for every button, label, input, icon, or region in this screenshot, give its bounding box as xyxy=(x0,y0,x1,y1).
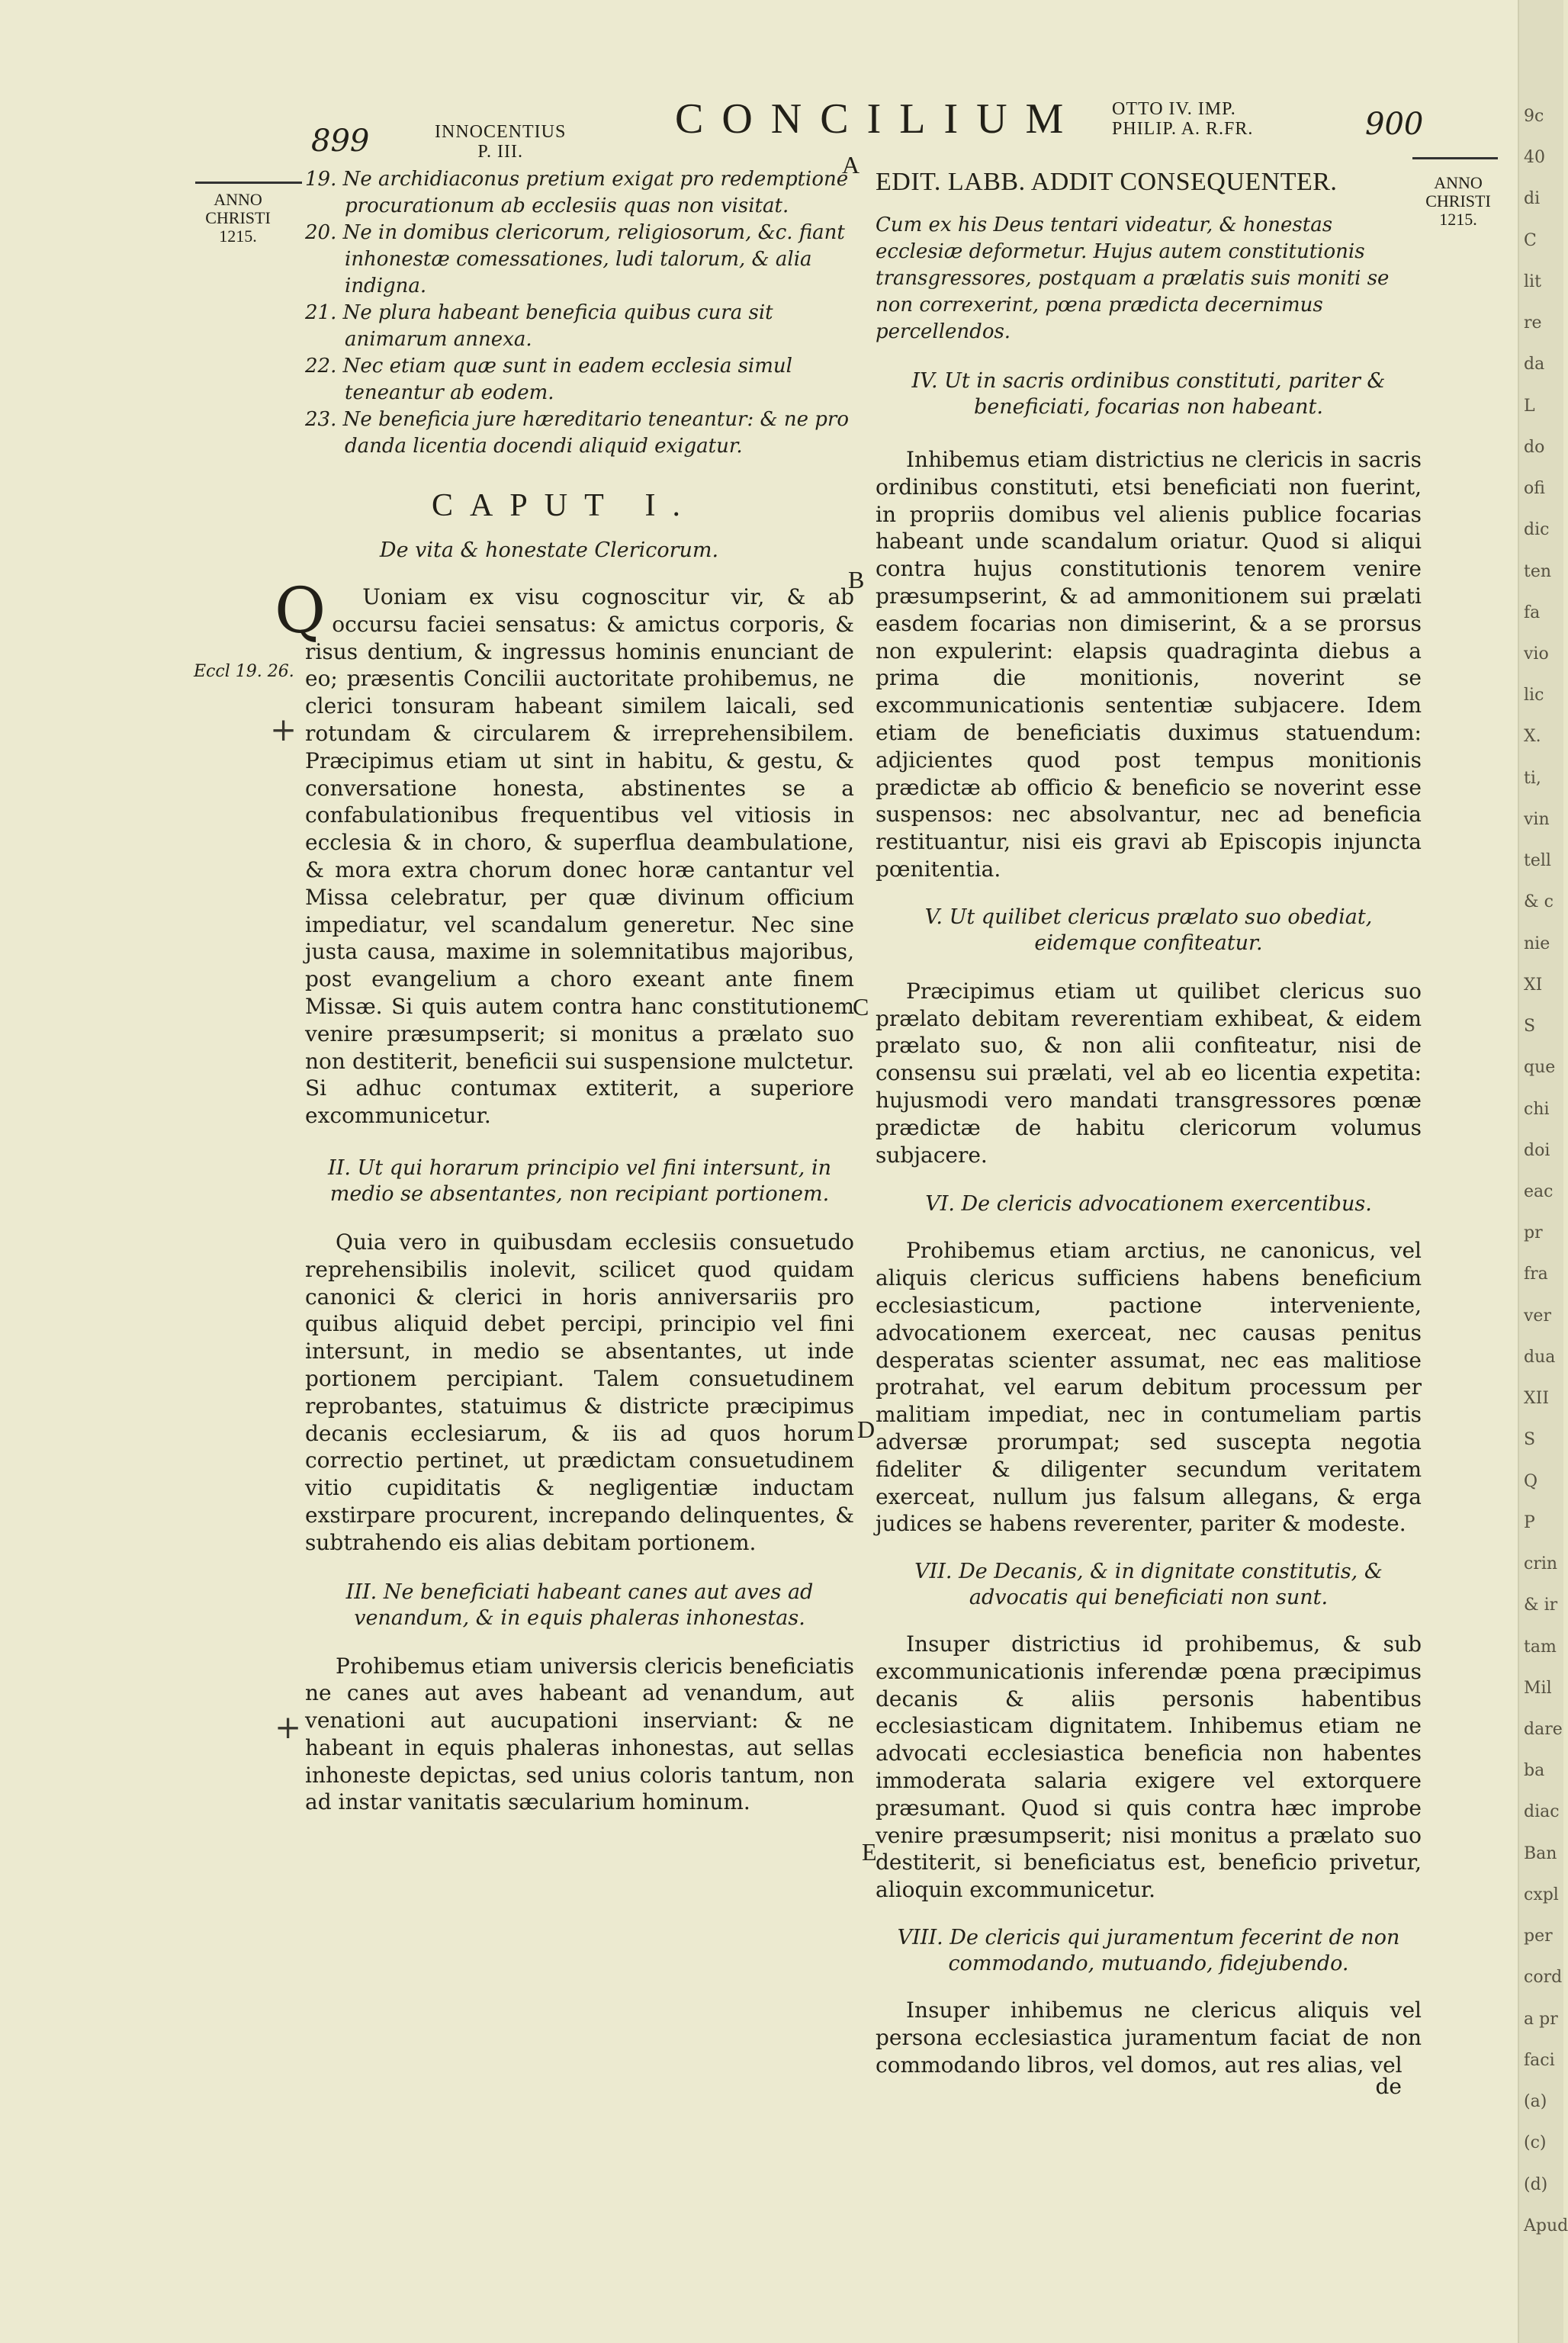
caput-title: CAPUT I. xyxy=(432,488,697,523)
section-6-paragraph: Prohibemus etiam arctius, ne canonicus, vel aliquis clericus sufficiens habens beneficium ecclesiasticum, pactione interveniente, advocationem exerceat, nec causas penitus desperatas scienter assumat, nec eas malitiose protrahat, vel earum debitum processum per malitiam impediat, nec in contumeliam partis adversæ prorumpat; sed suscepta negotia fideliter & diligenter secundum veritatem exerceat, nullum jus falsum allegans, & erga judices se habens reverenter, pariter & modeste. xyxy=(876,1238,1422,1537)
gutter-fragment: 40 xyxy=(1524,148,1545,167)
right-running-title xyxy=(1112,99,1253,139)
hand-mark-2: + xyxy=(275,1708,302,1746)
caput-subtitle: De vita & honestate Clericorum. xyxy=(379,538,719,562)
margin-letter-e: E xyxy=(862,1838,877,1866)
anno-right-rule xyxy=(1412,157,1498,159)
catchword: de xyxy=(1375,2074,1402,2100)
next-page-edge xyxy=(1518,0,1568,2343)
gutter-fragment: Q xyxy=(1524,1472,1538,1491)
gutter-fragment: 9c xyxy=(1524,107,1544,126)
anno-left xyxy=(192,191,284,246)
summary-item-22: 22. Nec etiam quæ sunt in eadem ecclesia simul teneantur ab eodem. xyxy=(305,355,792,404)
gutter-fragment: & ir xyxy=(1524,1596,1558,1615)
gutter-fragment: ba xyxy=(1524,1761,1545,1780)
gutter-fragment: da xyxy=(1524,355,1545,374)
gutter-fragment: chi xyxy=(1524,1100,1550,1119)
left-running-title-line: INNOCENTIUS xyxy=(435,122,567,142)
section-8-paragraph: Insuper inhibemus ne clericus aliquis vel persona ecclesiastica juramentum faciat de non commodando libros, vel domos, aut res alias, vel xyxy=(876,1997,1422,2078)
margin-letter-a: A xyxy=(842,151,860,178)
right-page-number: 900 xyxy=(1365,107,1424,142)
summary-item-19: 19. Ne archidiaconus pretium exigat pro redemptione procurationum ab ecclesiis quas non visitat. xyxy=(305,168,849,217)
section-3-title: III. Ne beneficiati habeant canes aut aves ad venandum, & in equis phaleras inhonestas. xyxy=(345,1580,814,1630)
gutter-fragment: a pr xyxy=(1524,2010,1558,2029)
anno-right xyxy=(1420,174,1496,229)
gutter-fragment: nie xyxy=(1524,934,1550,953)
gutter-fragment: lic xyxy=(1524,686,1544,705)
gutter-fragment: XII xyxy=(1524,1389,1550,1408)
gutter-fragment: pr xyxy=(1524,1223,1543,1242)
gutter-fragment: do xyxy=(1524,438,1545,457)
right-column xyxy=(876,168,1422,2099)
gutter-fragment: Mil xyxy=(1524,1679,1552,1698)
anno-right-line2: CHRISTI xyxy=(1425,191,1491,211)
gutter-fragment: cord xyxy=(1524,1968,1563,1987)
gutter-fragment: tam xyxy=(1524,1638,1557,1657)
gutter-fragment: P xyxy=(1524,1513,1535,1532)
summary-item-23: 23. Ne beneficia jure hæreditario teneantur: & ne pro danda licentia docendi aliquid exigatur. xyxy=(305,408,850,458)
gutter-fragment: per xyxy=(1524,1927,1553,1946)
section-4-title: IV. Ut in sacris ordinibus constituti, pariter & beneficiati, focarias non habeant. xyxy=(911,369,1386,419)
gutter-fragment: L xyxy=(1524,397,1535,416)
gutter-fragment: ofi xyxy=(1524,479,1545,498)
gutter-fragment: tell xyxy=(1524,851,1551,870)
margin-letter-d: D xyxy=(857,1416,876,1443)
margin-letter-b: B xyxy=(848,566,865,593)
gutter-fragment: ver xyxy=(1524,1306,1551,1326)
section-2-paragraph: Quia vero in quibusdam ecclesiis consuetudo reprehensibilis inolevit, scilicet quod quidam canonici & clerici in horis anniversariis pro quibus aliquid debet percipi, principio vel fini intersunt, in medio se absentantes, ut inde portionem percipiant. Talem consuetudinem reprobantes, statuimus & districte præcipimus decanis ecclesiarum, & iis ad quos horum correctio pertinet, ut prædictam consuetudinem vitio cupiditatis & negligentiæ inductam exstirpare procurent, increpando delinquentes, & subtrahendo eis alias debitam portionem. xyxy=(305,1229,854,1555)
gutter-fragment: C xyxy=(1524,231,1537,250)
gutter-fragment: dic xyxy=(1524,520,1550,539)
caput-paragraph xyxy=(275,575,854,1130)
gutter-fragment: (c) xyxy=(1524,2133,1547,2152)
right-running-sub: PHILIP. A. R.FR. xyxy=(1112,119,1254,139)
gutter-fragment: eac xyxy=(1524,1182,1554,1201)
edit-paragraph: Cum ex his Deus tentari videatur, & honestas ecclesiæ deformetur. Hujus autem constitutionis transgressores, postquam a prælatis suis moniti se non correxerint, pœna prædicta decernimus percellendos. xyxy=(876,214,1390,343)
gutter-fragment: re xyxy=(1524,313,1542,333)
gutter-fragment: crin xyxy=(1524,1554,1558,1573)
gutter-fragment: Ban xyxy=(1524,1844,1557,1863)
anno-left-line2: CHRISTI xyxy=(205,208,271,227)
gutter-fragment: doi xyxy=(1524,1141,1550,1160)
anno-left-line1: ANNO xyxy=(214,190,262,209)
anno-right-line3: 1215. xyxy=(1439,210,1477,229)
gutter-fragment: lit xyxy=(1524,272,1541,291)
gutter-fragment: S xyxy=(1524,1017,1536,1036)
margin-letter-c: C xyxy=(853,993,869,1020)
gutter-fragment: fa xyxy=(1524,603,1541,622)
gutter-fragment: S xyxy=(1524,1430,1536,1449)
gutter-fragment: (d) xyxy=(1524,2175,1548,2194)
gutter-fragment: di xyxy=(1524,189,1541,208)
gutter-fragment: ti, xyxy=(1524,769,1541,788)
summary-item-21: 21. Ne plura habeant beneficia quibus cura sit animarum annexa. xyxy=(305,301,773,351)
gutter-fragment: XI xyxy=(1524,975,1543,995)
edit-heading: EDIT. LABB. ADDIT CONSEQUENTER. xyxy=(876,168,1338,196)
section-7-title: VII. De Decanis, & in dignitate constitutis, & advocatis qui beneficiati non sunt. xyxy=(914,1560,1383,1610)
right-running-title-line: OTTO IV. IMP. xyxy=(1112,99,1236,119)
anno-left-rule xyxy=(195,182,302,184)
gutter-fragment: ten xyxy=(1524,562,1552,581)
gutter-fragment: fra xyxy=(1524,1265,1548,1284)
left-running-title xyxy=(435,122,566,162)
section-2-title: II. Ut qui horarum principio vel fini intersunt, in medio se absentantes, non recipiant portionem. xyxy=(328,1155,831,1206)
gutter-fragment: dare xyxy=(1524,1720,1563,1739)
left-column xyxy=(275,166,854,1816)
gutter-fragment: & c xyxy=(1524,892,1554,911)
anno-right-line1: ANNO xyxy=(1434,173,1483,192)
gutter-fragment: diac xyxy=(1524,1802,1560,1821)
drop-cap: Q xyxy=(275,575,326,648)
gutter-fragment: dua xyxy=(1524,1348,1556,1367)
gutter-fragment: vin xyxy=(1524,810,1550,829)
section-5-paragraph: Præcipimus etiam ut quilibet clericus suo prælato debitam reverentiam exhibeat, & eidem prælato suo, & non alii confiteatur, nisi de consensu sui prælati, vel ab eo licentia expetita: hujusmodi vero mandati transgressores pœnæ prædictæ de habitu clericorum volumus subjacere. xyxy=(876,978,1422,1168)
section-7-paragraph: Insuper districtius id prohibemus, & sub excommunicationis inferendæ pœna præcipimus decanis & aliis personis habentibus ecclesiasticam dignitatem. Inhibemus etiam ne advocati ecclesiastica beneficia non habentes immoderata salaria exigere vel extorquere præsumant. Quod si quis contra hæc improbe venire præsumpserit; nisi monitus a prælato suo destiterit, si beneficiatus est, beneficio privetur, alioquin excommunicetur. xyxy=(876,1631,1422,1903)
gutter-fragment: (a) xyxy=(1524,2092,1547,2111)
center-title: CONCILIUM xyxy=(675,95,1082,143)
summary-item-20: 20. Ne in domibus clericorum, religiosorum, &c. fiant inhonestæ comessationes, ludi talorum, & alia indigna. xyxy=(305,221,845,297)
section-8-title: VIII. De clericis qui juramentum fecerint de non commodando, mutuando, fidejubendo. xyxy=(897,1926,1400,1976)
section-3-paragraph: Prohibemus etiam universis clericis beneficiatis ne canes aut aves habeant ad venandum, aut venationi aut aucupationi inserviant: & ne habeant in equis phaleras inhonestas, aut sellas inhoneste depictas, sed unius coloris tantum, non ad instar vanitatis sæcularium hominum. xyxy=(305,1653,854,1815)
gutter-fragment: Apud xyxy=(1524,2216,1568,2235)
gutter-fragment: faci xyxy=(1524,2051,1555,2070)
gutter-fragment: que xyxy=(1524,1058,1556,1077)
gutter-fragment: X. xyxy=(1524,727,1541,746)
margin-note-eccl: Eccl 19. 26. xyxy=(194,662,294,681)
section-6-title: VI. De clericis advocationem exercentibus. xyxy=(925,1192,1372,1216)
section-4-paragraph: Inhibemus etiam districtius ne clericis in sacris ordinibus constituti, etsi beneficiati non fuerint, in propriis domibus vel alienis publice focarias habeant unde scandalum oriatur. Quod si aliqui contra hujus constitutionis tenorem venire præsumpserint, & ad ammonitionem sui prælati easdem focarias non dimiserint, & a se prorsus non expulerint: elapsis quadraginta diebus a prima die monitionis, noverint se excommunicationis sententiæ subjacere. Idem etiam de beneficiatis duximus statuendum: adjicientes quod post tempus monitionis prædictæ ab officio & beneficio se noverint esse suspensos: nec absolvantur, nec ad beneficia restituantur, nisi eis gravi ab Episcopis injuncta pœnitentia. xyxy=(876,447,1422,882)
anno-left-line3: 1215. xyxy=(219,227,257,246)
section-5-title: V. Ut quilibet clericus prælato suo obediat, eidemque confiteatur. xyxy=(924,905,1373,955)
gutter-fragment: vio xyxy=(1524,644,1549,664)
caput-paragraph-text: Uoniam ex visu cognoscitur vir, & ab occursu faciei sensatus: & amictus corporis, & risus dentium, & ingressus hominis enunciant de eo; præsentis Concilii auctoritate prohibemus, ne clerici tonsuram habeant similem laicali, sed rotundam & circularem & irreprehensibilem. Præcipimus etiam ut sint in habitu, & gestu, & conversatione honesta, abstinentes se a confabulationibus frequentibus vel vitiosis in ecclesia & in choro, & superflua deambulatione, & mora extra chorum donec horæ cantantur vel Missa celebratur, per quæ divinum officium impediatur, vel scandalum generetur. Nec sine justa causa, maxime in solemnitatibus majoribus, post evangelium a choro exeant ante finem Missæ. Si quis autem contra hanc constitutionem venire præsumpserit; si monitus a prælato suo non destiterit, beneficii sui suspensione mulctetur. Si adhuc contumax extiterit, a superiore excommunicetur. xyxy=(305,584,854,1129)
hand-mark-1: + xyxy=(270,711,297,748)
left-page-number: 899 xyxy=(311,124,370,159)
gutter-fragment: cxpl xyxy=(1524,1885,1559,1904)
left-running-sub: P. III. xyxy=(477,142,523,162)
